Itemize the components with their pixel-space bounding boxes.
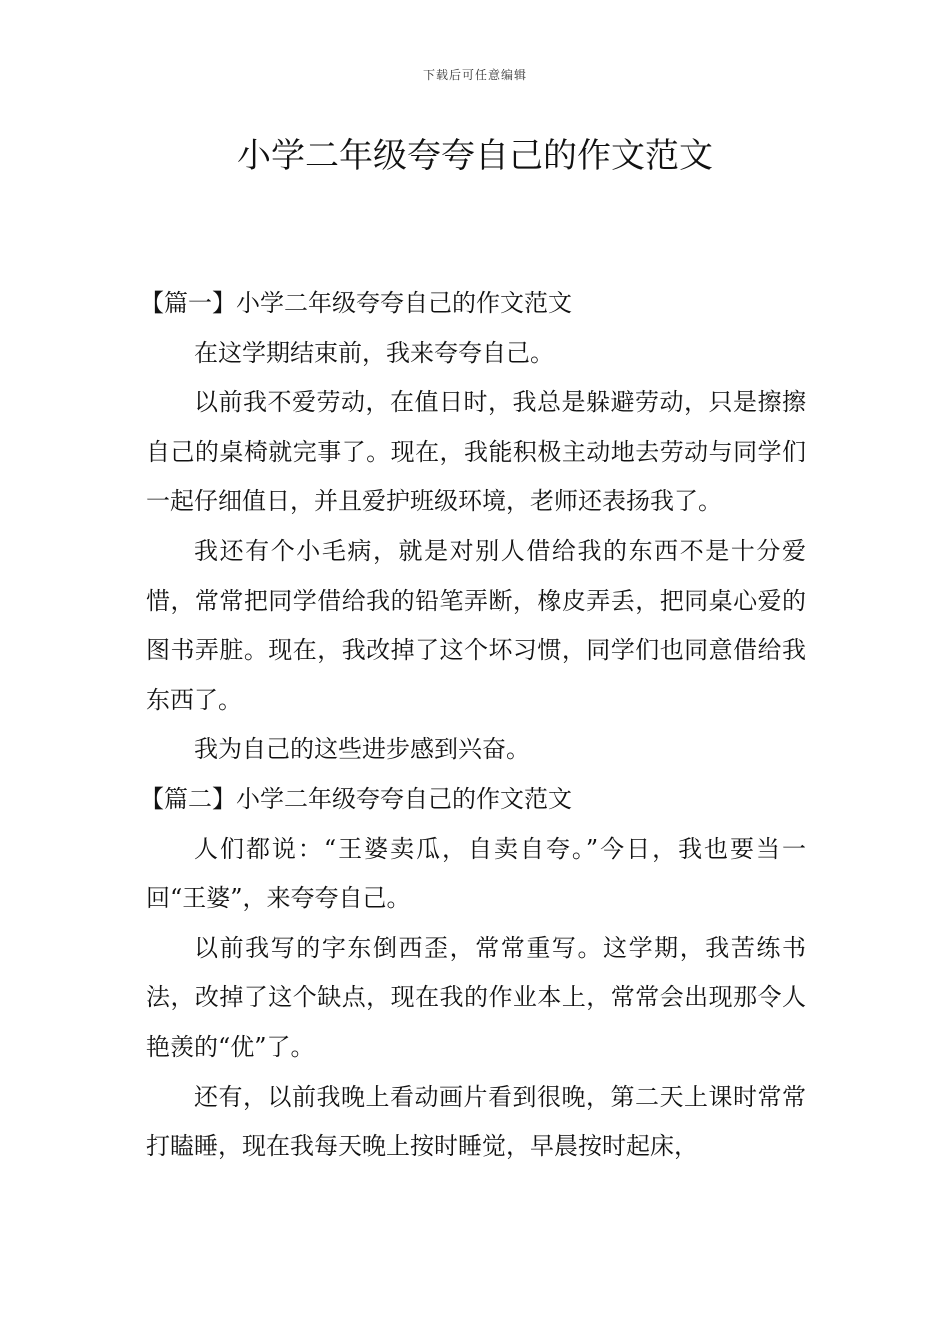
paragraph: 以前我不爱劳动，在值日时，我总是躲避劳动，只是擦擦自己的桌椅就完事了。现在，我能积极主动地去劳动与同学们一起仔细值日，并且爱护班级环境，老师还表扬我了。 xyxy=(146,388,806,516)
section-2 xyxy=(140,775,806,1172)
paragraph: 我为自己的这些进步感到兴奋。 xyxy=(194,735,530,764)
section-heading: 【篇一】小学二年级夸夸自己的作文范文 xyxy=(140,289,572,317)
section-1 xyxy=(140,279,806,775)
paragraph: 我还有个小毛病，就是对别人借给我的东西不是十分爱惜，常常把同学借给我的铅笔弄断，橡皮弄丢，把同桌心爱的图书弄脏。现在，我改掉了这个坏习惯，同学们也同意借给我东西了。 xyxy=(146,536,806,714)
paragraph: 在这学期结束前，我来夸夸自己。 xyxy=(194,338,554,367)
paragraph: 还有，以前我晚上看动画片看到很晚，第二天上课时常常打瞌睡，现在我每天晚上按时睡觉，早晨按时起床， xyxy=(146,1082,806,1161)
section-heading: 【篇二】小学二年级夸夸自己的作文范文 xyxy=(140,784,572,813)
document-title: 小学二年级夸夸自己的作文范文 xyxy=(237,136,713,176)
document-body xyxy=(140,279,806,1172)
paragraph: 以前我写的字东倒西歪，常常重写。这学期，我苦练书法，改掉了这个缺点，现在我的作业本上，常常会出现那令人艳羡的“优”了。 xyxy=(146,933,806,1061)
header-note: 下载后可任意编辑 xyxy=(422,68,527,82)
paragraph: 人们都说：“王婆卖瓜，自卖自夸。”今日，我也要当一回“王婆”，来夸夸自己。 xyxy=(146,834,806,913)
